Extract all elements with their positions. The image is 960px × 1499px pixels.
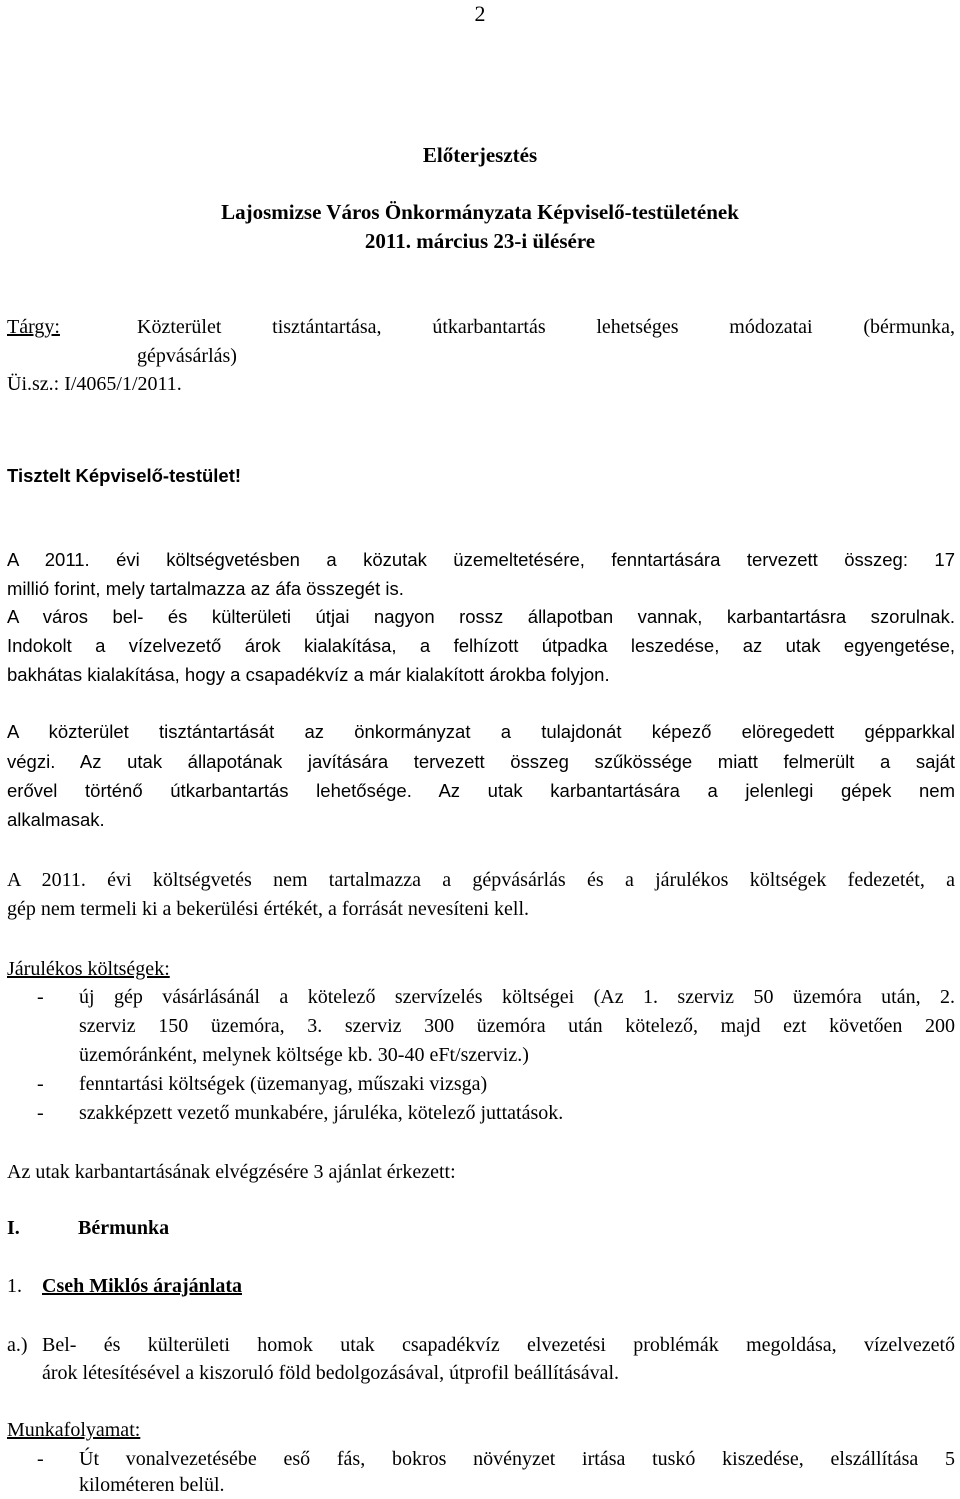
- workflow-item-1: [7, 1445, 955, 1473]
- para3-line-1: A 2011. évi költségvetés nem tartalmazza a gépvásárlás és a járulékos költségek fedezetét, a: [7, 869, 955, 891]
- page-number: 2: [474, 1, 486, 26]
- para1-line-3: A város bel- és külterületi útjai nagyon rossz állapotban vannak, karbantartásra szorulnak.: [7, 606, 955, 627]
- section-1-heading: [7, 1214, 955, 1242]
- reference-row: [7, 370, 955, 398]
- document-title: Előterjesztés: [422, 143, 538, 167]
- costs-item-1-line-2: szerviz 150 üzemóra, 3. szerviz 300 üzemóra után kötelező, majd ezt követően 200: [79, 1015, 955, 1037]
- section-1-title: Bérmunka: [78, 1217, 170, 1239]
- costs-item-1-line-3: üzemóránként, melynek költsége kb. 30-40 eFt/szerviz.): [79, 1044, 529, 1066]
- workflow-item-1-line-1: Út vonalvezetésébe eső fás, bokros növényzet irtása tuskó kiszedése, elszállítása 5: [79, 1448, 955, 1470]
- para2-line-1: A közterület tisztántartását az önkormányzat a tulajdonát képező elöregedett gépparkkal: [7, 721, 955, 742]
- costs-item-2-text: fenntartási költségek (üzemanyag, műszaki vizsga): [79, 1073, 488, 1095]
- para1-line-1: A 2011. évi költségvetésben a közutak üzemeltetésére, fenntartására tervezett összeg: 17: [7, 549, 955, 570]
- item-a: [7, 1331, 955, 1359]
- para2-line-3: erővel történő útkarbantartás lehetősége. Az utak karbantartására a jelenlegi gépek nem: [7, 780, 955, 801]
- bullet-dash: -: [37, 1102, 44, 1124]
- offer-1-heading: [7, 1272, 955, 1300]
- costs-item-1: [7, 983, 955, 1011]
- reference-label: Üi.sz.:: [7, 373, 60, 395]
- offer-1-title: Cseh Miklós árajánlata: [42, 1275, 242, 1297]
- subject-text-line-1: Közterület tisztántartása, útkarbantartás lehetséges módozatai (bérmunka,: [137, 316, 955, 338]
- para1-line-4: Indokolt a vízelvezető árok kialakítása, a felhízott útpadka leszedése, az utak egyengetése,: [7, 635, 955, 656]
- para3-line-2: gép nem termeli ki a bekerülési értékét, a forrását nevesíteni kell.: [7, 898, 530, 920]
- document-subtitle-line-1: Lajosmizse Város Önkormányzata Képviselő-testületének: [221, 200, 739, 224]
- offer-1-number: 1.: [7, 1275, 22, 1297]
- workflow-heading: Munkafolyamat:: [7, 1419, 141, 1441]
- para1-line-5: bakhátas kialakítása, hogy a csapadékvíz a már kialakított árokba folyjon.: [7, 664, 610, 685]
- para2-line-2: végzi. Az utak állapotának javítására tervezett összeg szűkössége miatt felmerült a saját: [7, 751, 955, 772]
- para2-line-4: alkalmasak.: [7, 809, 105, 830]
- section-1-number: I.: [7, 1217, 20, 1239]
- costs-item-3-text: szakképzett vezető munkabére, járuléka, kötelező juttatások.: [79, 1102, 564, 1124]
- item-a-line-1: Bel- és külterületi homok utak csapadékvíz elvezetési problémák megoldása, vízelvezető: [42, 1334, 955, 1356]
- bullet-dash: -: [37, 1073, 44, 1095]
- costs-item-2: [7, 1070, 955, 1098]
- item-a-line-2: árok létesítésével a kiszoruló föld bedolgozásával, útprofil beállításával.: [42, 1362, 620, 1384]
- subject-row: [7, 313, 955, 341]
- costs-item-3: [7, 1099, 955, 1127]
- costs-heading: Járulékos költségek:: [7, 958, 170, 980]
- reference-value: I/4065/1/2011.: [64, 373, 182, 395]
- costs-item-1-line-1: új gép vásárlásánál a kötelező szervízelés költségei (Az 1. szerviz 50 üzemóra után, 2.: [79, 986, 955, 1008]
- offers-intro: Az utak karbantartásának elvégzésére 3 ajánlat érkezett:: [7, 1161, 456, 1183]
- bullet-dash: -: [37, 1448, 44, 1470]
- bullet-dash: -: [37, 986, 44, 1008]
- subject-label: Tárgy:: [7, 316, 60, 338]
- document-subtitle-line-2: 2011. március 23-i ülésére: [364, 229, 596, 253]
- salutation: Tisztelt Képviselő-testület!: [7, 465, 242, 486]
- para1-line-2: millió forint, mely tartalmazza az áfa összegét is.: [7, 578, 404, 599]
- workflow-item-1-line-2: kilométeren belül.: [79, 1474, 225, 1496]
- subject-text-line-2: gépvásárlás): [137, 345, 237, 367]
- item-a-label: a.): [7, 1334, 28, 1356]
